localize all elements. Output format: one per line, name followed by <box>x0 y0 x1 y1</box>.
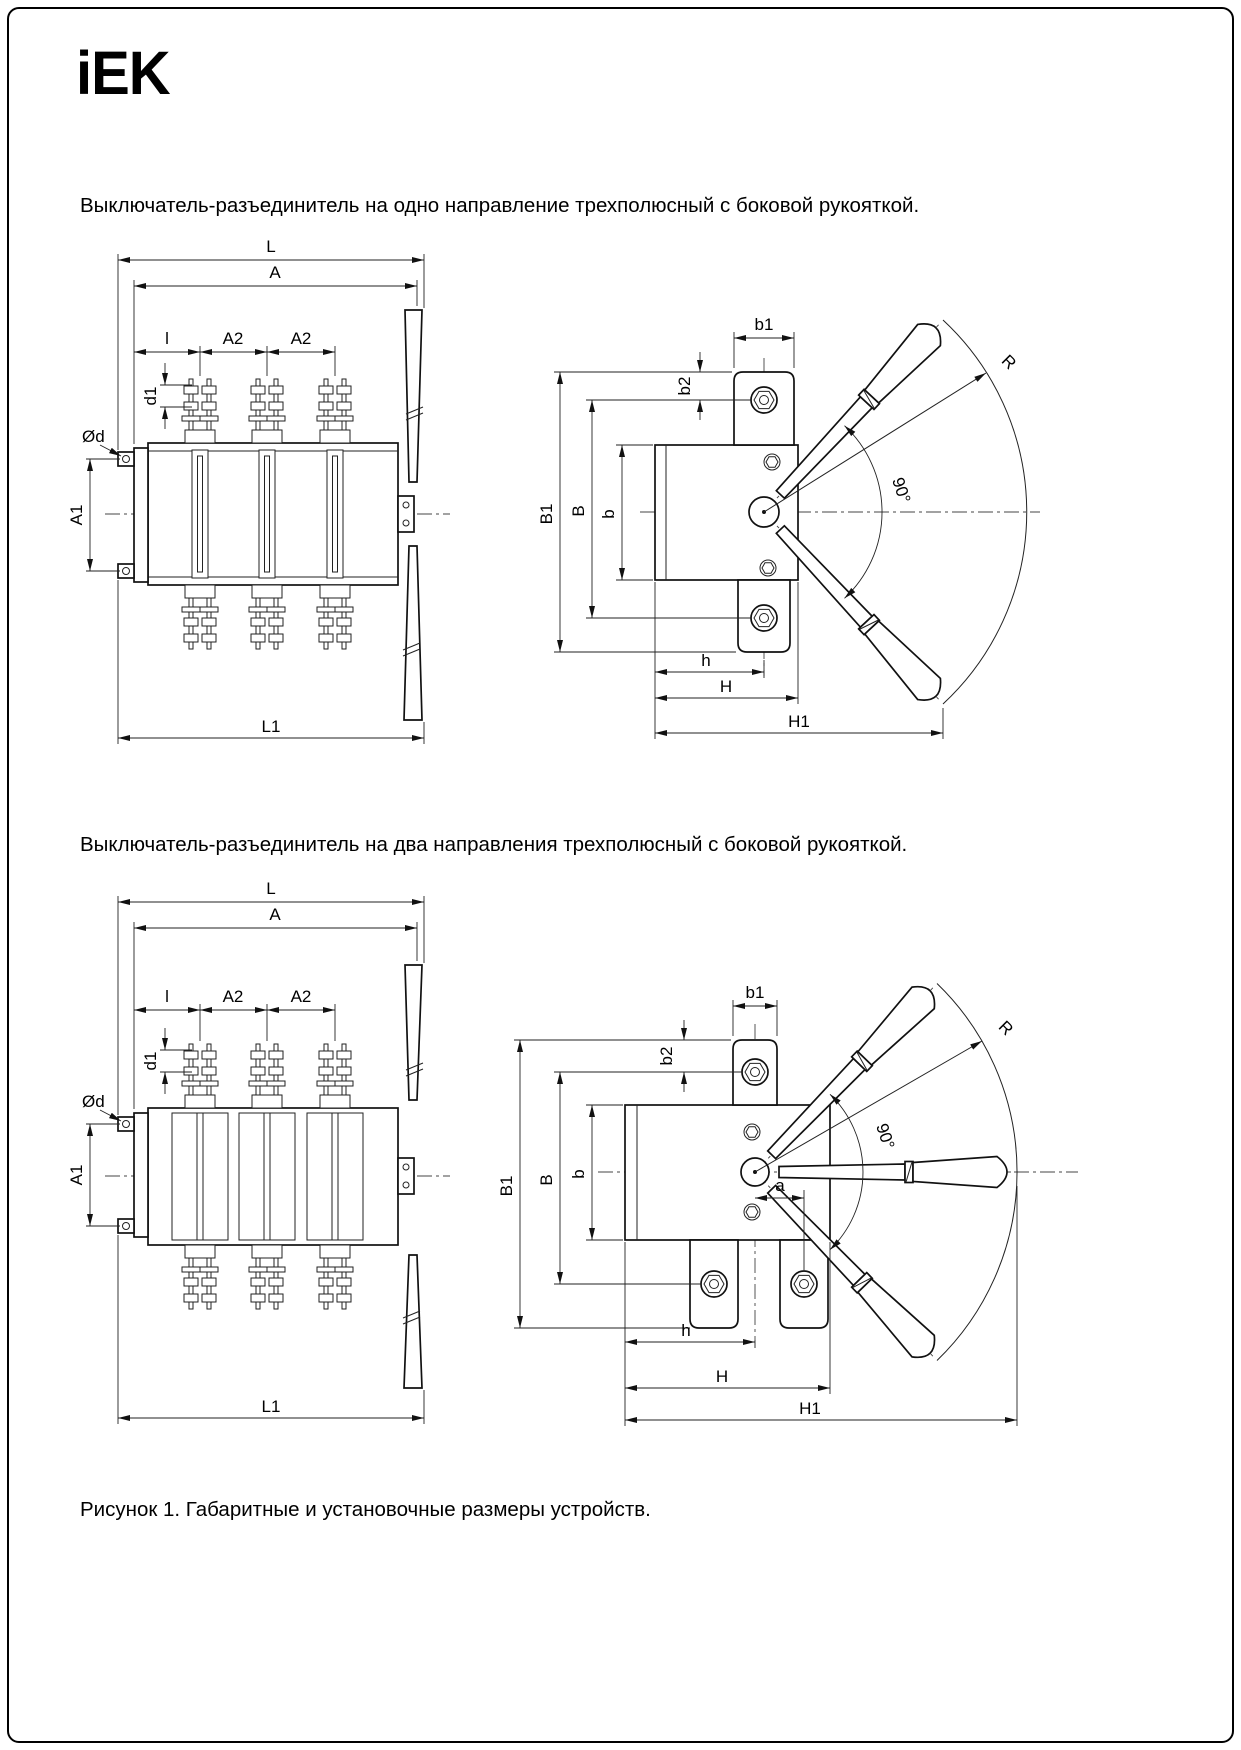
dim-label-B: B <box>569 505 588 517</box>
dim-label-A2: A2 <box>290 329 312 348</box>
bottom-mounting-bracket <box>738 580 790 652</box>
switch-body <box>148 443 398 585</box>
section2-title: Выключатель-разъединитель на два направления трехполюсный с боковой рукояткой. <box>80 833 908 856</box>
terminal-bolts-bottom <box>182 585 353 649</box>
dim-label-A: A <box>269 905 281 924</box>
top-bolt <box>751 387 777 413</box>
terminal-bolts-bottom <box>182 1245 353 1309</box>
dim-label-b2: b2 <box>657 1046 676 1066</box>
dim-L1 <box>118 580 424 744</box>
dim-label-L: L <box>266 237 276 256</box>
switch-body <box>148 1108 398 1245</box>
mounting-bracket <box>118 1113 148 1237</box>
dim-pole-spacing <box>134 329 335 376</box>
dim-label-B1: B1 <box>497 1175 516 1197</box>
handle-down-position <box>744 1161 944 1367</box>
dim-H1 <box>655 708 943 739</box>
dim-b <box>569 1105 623 1240</box>
mounting-bracket <box>118 448 148 582</box>
dim-label-d1: d1 <box>141 386 160 406</box>
dim-label-B1: B1 <box>537 503 556 525</box>
face-screw <box>764 454 780 470</box>
dim-label-h: h <box>701 651 711 670</box>
dim-label-L1: L1 <box>261 1397 281 1416</box>
dim-label-d1: d1 <box>141 1051 160 1071</box>
dim-label-H: H <box>715 1367 729 1386</box>
dim-pole-spacing <box>134 987 335 1041</box>
dim-label-b: b <box>569 1169 588 1179</box>
dim-Od <box>82 1092 121 1121</box>
top-mounting-bracket <box>734 372 794 445</box>
dim-label-R: R <box>997 351 1020 374</box>
dim-label-A2: A2 <box>290 987 312 1006</box>
front-view-two-directions <box>60 870 470 1450</box>
dim-label-h: h <box>681 1321 691 1340</box>
dim-label-H1: H1 <box>788 712 810 731</box>
dim-label-90deg: 90° <box>888 475 915 506</box>
terminal-bolts-top <box>182 1044 353 1108</box>
dim-A1 <box>67 459 120 571</box>
dim-label-Od: Ød <box>82 427 105 446</box>
dim-label-A2: A2 <box>222 329 244 348</box>
dim-label-L: L <box>266 879 276 898</box>
dim-label-L1: L1 <box>261 717 281 736</box>
bottom-bolt-left <box>701 1271 727 1297</box>
face-screw <box>760 560 776 576</box>
dim-label-A1: A1 <box>67 504 86 526</box>
top-mounting-bracket <box>733 1040 777 1105</box>
handle-blade <box>398 965 423 1388</box>
dim-label-A1: A1 <box>67 1164 86 1186</box>
top-bolt <box>742 1059 768 1085</box>
dim-label-b1: b1 <box>745 983 765 1002</box>
terminal-bolts-top <box>182 379 353 443</box>
figure-caption: Рисунок 1. Габаритные и установочные размеры устройств. <box>80 1498 651 1521</box>
front-view-single-direction <box>60 230 470 770</box>
dim-label-R: R <box>994 1017 1017 1040</box>
dim-label-Od: Ød <box>82 1092 105 1111</box>
dim-L1 <box>118 1235 424 1424</box>
dim-b2 <box>657 1020 742 1092</box>
bottom-bolt-right <box>791 1271 817 1297</box>
side-view-two-directions <box>480 940 1100 1460</box>
dim-label-b: b <box>599 509 618 519</box>
face-screw <box>744 1124 760 1140</box>
dim-label-A: A <box>269 263 281 282</box>
dim-label-B: B <box>537 1174 556 1186</box>
dim-label-A2: A2 <box>222 987 244 1006</box>
dim-label-l: l <box>165 987 169 1006</box>
dim-label-H1: H1 <box>799 1399 821 1418</box>
dim-b <box>599 445 653 580</box>
side-view-single-direction <box>500 280 1060 770</box>
dim-A1 <box>67 1124 120 1226</box>
handle-blade <box>398 310 423 720</box>
dim-label-90deg: 90° <box>872 1121 899 1152</box>
dim-label-b2: b2 <box>675 376 694 396</box>
section1-title: Выключатель-разъединитель на одно направление трехполюсный с боковой рукояткой. <box>80 194 920 217</box>
iek-logo: iEK <box>76 39 170 108</box>
dim-Od <box>82 427 121 456</box>
dim-label-b1: b1 <box>754 315 774 334</box>
dim-label-H: H <box>719 677 733 696</box>
dim-label-a: a <box>775 1176 785 1195</box>
dim-label-l: l <box>165 329 169 348</box>
face-screw <box>744 1204 760 1220</box>
bottom-bolt <box>751 605 777 631</box>
